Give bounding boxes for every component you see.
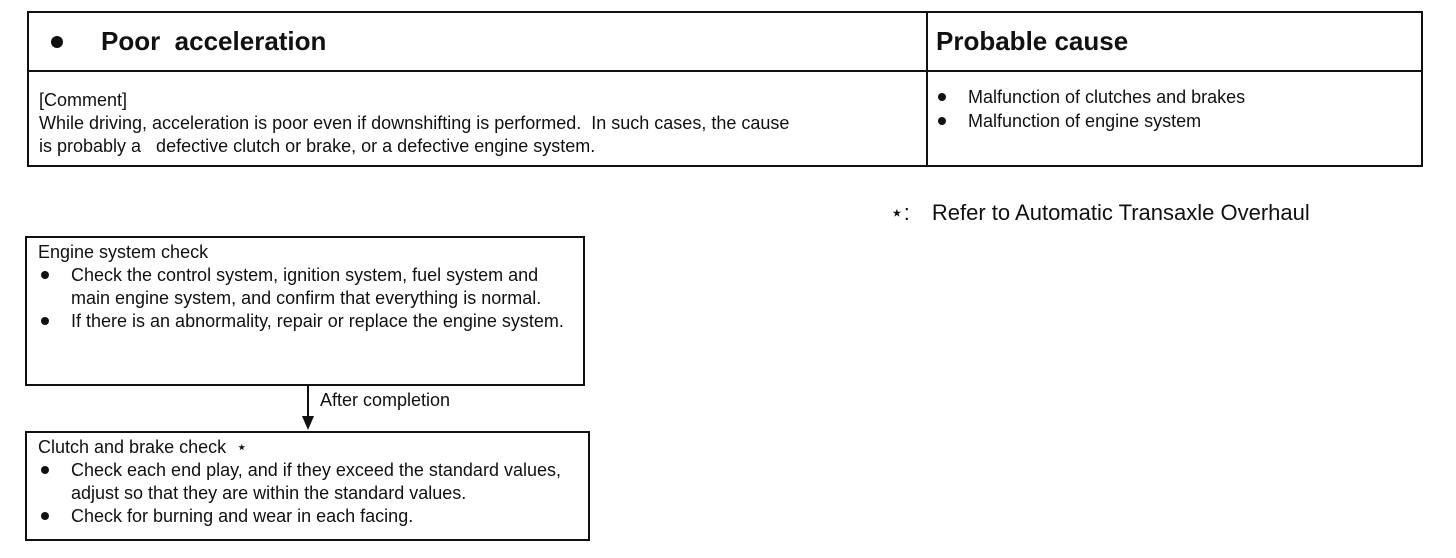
bullet-icon — [41, 317, 49, 325]
bullet-icon — [41, 512, 49, 520]
engine-check-item — [27, 264, 583, 310]
bullet-icon — [41, 271, 49, 279]
engine-box-title: Engine system check — [38, 242, 209, 262]
comment-line: is probably a defective clutch or brake, or a defective engine system. — [39, 136, 596, 156]
comment-label: [Comment] — [39, 90, 128, 110]
clutch-brake-check-box — [25, 431, 590, 541]
symptom-title: Poor acceleration — [101, 26, 327, 56]
reference-text: Refer to Automatic Transaxle Overhaul — [931, 200, 1310, 225]
symptom-table — [27, 11, 1423, 167]
cause-title: Probable cause — [936, 26, 1129, 56]
cause-header-cell — [927, 12, 1422, 71]
bullet-icon — [41, 466, 49, 474]
bullet-icon — [51, 36, 63, 48]
clutch-box-title: Clutch and brake check ⋆ — [38, 437, 248, 457]
bullet-icon — [938, 117, 946, 125]
reference-note — [890, 200, 1310, 226]
comment-line: While driving, acceleration is poor even if downshifting is performed. In such cases, the cause — [39, 113, 790, 133]
engine-check-text: Check the control system, ignition system, fuel system and main engine system, and confirm that everything is normal. — [71, 265, 542, 308]
comment-cell — [28, 71, 927, 166]
clutch-check-text: Check for burning and wear in each facing. — [71, 506, 414, 526]
clutch-check-text: Check each end play, and if they exceed the standard values, adjust so that they are within the standard values. — [71, 460, 561, 503]
bullet-icon — [938, 93, 946, 101]
cause-item — [936, 109, 1421, 133]
clutch-check-item — [27, 505, 588, 528]
symptom-header-cell — [28, 12, 927, 71]
star-icon: ⋆: — [890, 200, 910, 225]
engine-check-item — [27, 310, 583, 333]
engine-check-text: If there is an abnormality, repair or replace the engine system. — [71, 311, 564, 331]
cause-text: Malfunction of clutches and brakes — [968, 87, 1246, 107]
causes-cell — [927, 71, 1422, 166]
cause-text: Malfunction of engine system — [968, 111, 1202, 131]
engine-system-check-box — [25, 236, 585, 386]
clutch-check-item — [27, 459, 588, 505]
arrow-label: After completion — [320, 390, 451, 410]
cause-item — [936, 85, 1421, 109]
flow-arrow — [298, 386, 318, 432]
